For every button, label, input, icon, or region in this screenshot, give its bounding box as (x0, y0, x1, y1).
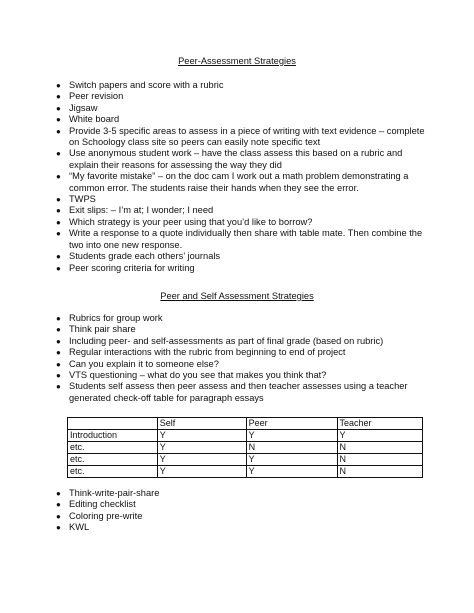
list-item-text: TWPS (69, 194, 96, 205)
bullet-icon: ● (56, 336, 61, 346)
list-item-text: White board (69, 114, 120, 125)
table-header-cell: Teacher (337, 418, 423, 430)
list-item-text: Students self assess then peer assess and then teacher assesses using a teacher generated check-off table for paragraph essays (69, 381, 408, 403)
section1-list (56, 80, 426, 274)
section1-heading: Peer-Assessment Strategies (178, 56, 296, 66)
bullet-icon: ● (56, 523, 61, 533)
list-item-text: Provide 3-5 specific areas to assess in a piece of writing with text evidence – complete on Schoology class site so peers can easily note specific text (69, 125, 425, 148)
list-item (56, 228, 426, 251)
list-item-text: Switch papers and score with a rubric (69, 80, 224, 90)
list-item (56, 263, 426, 274)
list-item (56, 103, 426, 114)
table-cell: N (337, 454, 423, 466)
list-item (56, 511, 426, 522)
table-cell: Y (246, 466, 337, 478)
list-item (56, 324, 426, 335)
list-item-text: “My favorite mistake” – on the doc cam I work out a math problem demonstrating a common error. The students raise their hands when they see the error. (69, 171, 409, 193)
bullet-icon: ● (56, 103, 61, 113)
list-item (56, 336, 426, 347)
table-cell: N (337, 466, 423, 478)
bullet-icon: ● (56, 263, 61, 273)
list-item-text: Rubrics for group work (69, 313, 163, 323)
list-item (56, 251, 426, 262)
list-item (56, 80, 426, 91)
bullet-icon: ● (56, 325, 61, 335)
bullet-icon: ● (56, 359, 61, 369)
table-row (68, 430, 423, 442)
bullet-icon: ● (56, 115, 61, 125)
bullet-icon: ● (56, 348, 61, 358)
table-row (68, 454, 423, 466)
table-header-cell (68, 418, 158, 430)
bullet-icon: ● (56, 195, 61, 205)
list-item (56, 126, 426, 149)
list-item-text: Peer scoring criteria for writing (69, 262, 195, 273)
table-cell: N (337, 442, 423, 454)
bullet-icon: ● (56, 511, 61, 521)
list-item-text: Which strategy is your peer using that you’d like to borrow? (69, 216, 313, 227)
section2-heading: Peer and Self Assessment Strategies (160, 291, 314, 301)
bullet-icon: ● (56, 252, 61, 262)
bullet-icon: ● (56, 172, 61, 182)
table-cell: Y (246, 430, 337, 442)
bullet-icon: ● (56, 217, 61, 227)
list-item-text: VTS questioning – what do you see that makes you think that? (69, 370, 327, 381)
table-cell: N (246, 442, 337, 454)
list-item-text: Jigsaw (69, 102, 98, 113)
list-item (56, 347, 426, 358)
table-cell: Y (157, 466, 246, 478)
bullet-icon: ● (56, 371, 61, 381)
list-item (56, 148, 426, 171)
table-cell: Y (157, 442, 246, 454)
list-item-text: Write a response to a quote individually then share with table mate. Then combine the two into one new response. (69, 228, 423, 250)
list-item-text: Students grade each others’ journals (69, 251, 221, 262)
list-item-text: KWL (69, 522, 90, 533)
table-header-cell: Peer (246, 418, 337, 430)
section2-list (56, 313, 426, 404)
list-item-text: Use anonymous student work – have the class assess this based on a rubric and explain their reasons for assessing the way they did (69, 148, 403, 170)
list-item-text: Peer revision (69, 91, 124, 102)
bullet-icon: ● (56, 489, 61, 498)
bullet-icon: ● (56, 92, 61, 102)
bullet-icon: ● (56, 500, 61, 510)
table-cell: Y (157, 430, 246, 442)
list-item-text: Regular interactions with the rubric from beginning to end of project (69, 347, 346, 358)
list-item-text: Editing checklist (69, 499, 136, 510)
table-cell: etc. (68, 442, 158, 454)
list-item (56, 359, 426, 370)
table-cell: Y (337, 430, 423, 442)
list-item (56, 91, 426, 102)
list-item (56, 499, 426, 510)
section3-list (56, 488, 426, 534)
list-item (56, 194, 426, 205)
list-item (56, 171, 426, 194)
list-item (56, 205, 426, 216)
list-item-text: Exit slips: – I’m at; I wonder; I need (69, 205, 214, 216)
list-item (56, 313, 426, 324)
list-item (56, 488, 426, 499)
list-item-text: Coloring pre-write (69, 510, 143, 521)
bullet-icon: ● (56, 229, 61, 239)
table-header-cell: Self (157, 418, 246, 430)
table-cell: Y (157, 454, 246, 466)
bullet-icon: ● (56, 206, 61, 216)
table-cell: Y (246, 454, 337, 466)
bullet-icon: ● (56, 149, 61, 159)
table-cell: Introduction (68, 430, 158, 442)
list-item (56, 381, 426, 404)
list-item-text: Think pair share (69, 324, 136, 335)
list-item (56, 370, 426, 381)
list-item-text: Can you explain it to someone else? (69, 358, 219, 369)
bullet-icon: ● (56, 314, 61, 323)
table-cell: etc. (68, 466, 158, 478)
table-header-row (68, 418, 423, 430)
list-item (56, 114, 426, 125)
assessment-table (67, 417, 423, 478)
table-row (68, 442, 423, 454)
list-item (56, 217, 426, 228)
list-item (56, 522, 426, 533)
list-item-text: Think-write-pair-share (69, 488, 160, 498)
bullet-icon: ● (56, 126, 61, 136)
list-item-text: Including peer- and self-assessments as part of final grade (based on rubric) (69, 335, 384, 346)
table-row (68, 466, 423, 478)
bullet-icon: ● (56, 382, 61, 392)
table-cell: etc. (68, 454, 158, 466)
bullet-icon: ● (56, 81, 61, 90)
